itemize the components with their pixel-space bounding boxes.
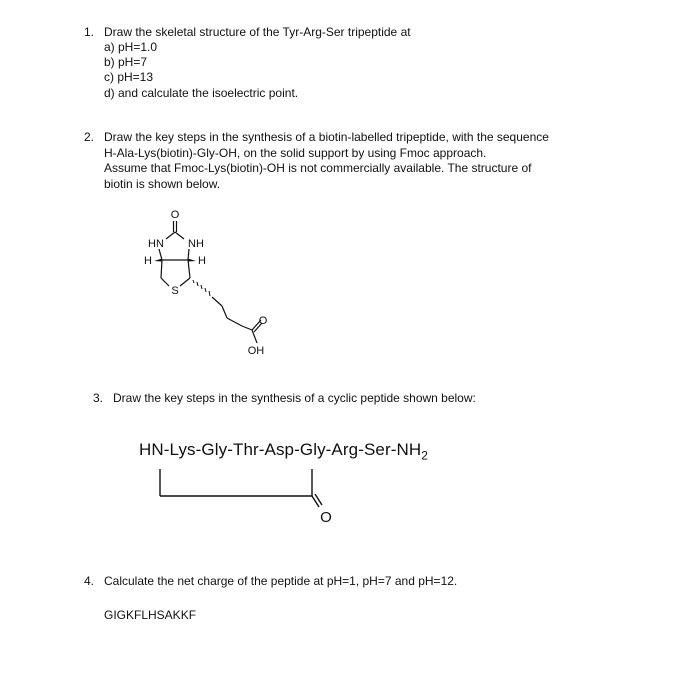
cyclic-linkage xyxy=(150,465,350,535)
q2-line-3: Assume that Fmoc-Lys(biotin)-OH is not commercially available. The structure of xyxy=(104,161,532,175)
q2-number: 2. xyxy=(84,130,95,144)
q1-item-b: b) pH=7 xyxy=(104,55,148,69)
q4-sequence: GIGKFLHSAKKF xyxy=(104,608,197,622)
q1-number: 1. xyxy=(84,25,95,39)
q3-text: Draw the key steps in the synthesis of a cyclic peptide shown below: xyxy=(113,391,476,405)
biotin-nh-label: NH xyxy=(188,238,204,250)
cyclic-peptide-sequence xyxy=(139,440,428,465)
q3-number: 3. xyxy=(93,391,104,405)
biotin-structure xyxy=(130,200,290,365)
q2-line-4: biotin is shown below. xyxy=(104,177,221,191)
peptide-subscript: 2 xyxy=(421,448,429,463)
biotin-o-top-label: O xyxy=(170,209,180,221)
q1-item-d: d) and calculate the isoelectric point. xyxy=(104,86,299,100)
biotin-oh-label: OH xyxy=(247,345,265,357)
biotin-o-acid-label: O xyxy=(258,315,268,327)
q2-line-1: Draw the key steps in the synthesis of a biotin-labelled tripeptide, with the sequence xyxy=(104,130,549,144)
q2-line-2: H-Ala-Lys(biotin)-Gly-OH, on the solid support by using Fmoc approach. xyxy=(104,146,487,160)
biotin-s-label: S xyxy=(171,285,179,297)
peptide-main-text: HN-Lys-Gly-Thr-Asp-Gly-Arg-Ser-NH xyxy=(139,440,422,459)
carbonyl-o-label: O xyxy=(320,509,332,526)
q1-text: Draw the skeletal structure of the Tyr-Arg-Ser tripeptide at xyxy=(104,25,411,39)
biotin-h-left-label: H xyxy=(144,255,152,267)
q4-number: 4. xyxy=(84,574,95,588)
q1-item-a: a) pH=1.0 xyxy=(104,40,158,54)
biotin-h-right-label: H xyxy=(198,255,206,267)
biotin-hn-label: HN xyxy=(148,238,164,250)
q1-item-c: c) pH=13 xyxy=(104,70,154,84)
q4-text: Calculate the net charge of the peptide at pH=1, pH=7 and pH=12. xyxy=(104,574,458,588)
